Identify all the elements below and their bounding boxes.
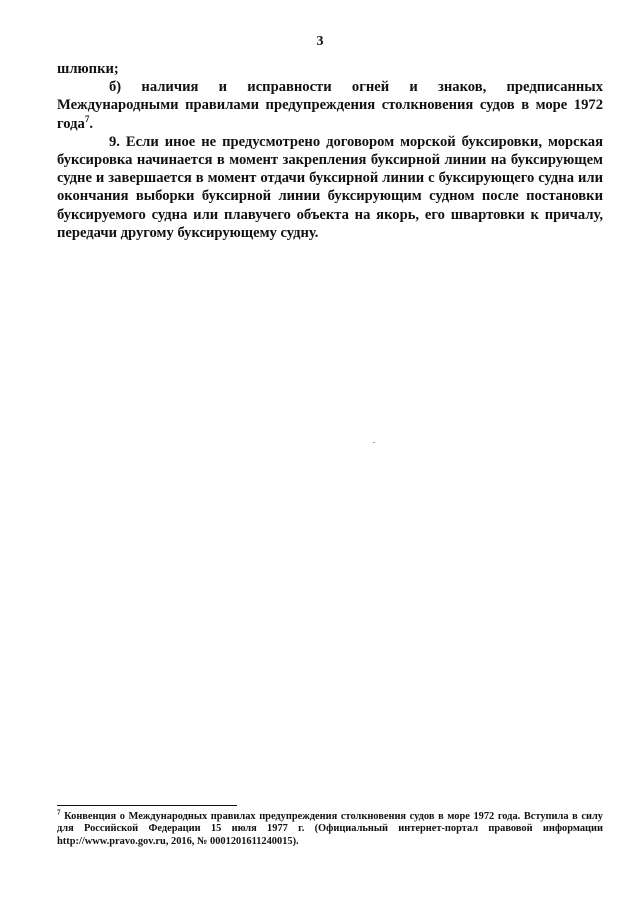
footnote-reference[interactable]: 7 <box>84 113 90 124</box>
paragraph-item-b <box>57 78 603 133</box>
paragraph-item-9: 9. Если иное не предусмотрено договором морской буксировки, морская буксировка начинается в момент закрепления буксирной линии на буксирующем судне и завершается в момент отдачи буксирной линии с буксирующего судна или окончания выборки буксирной линии буксирующим судном после постановки буксируемого судна или плавучего объекта на якорь, его швартовки к причалу, передачи другому буксирующему судну. <box>57 133 603 241</box>
footnote <box>57 808 603 848</box>
document-body <box>57 60 603 242</box>
footnote-mark: 7 <box>57 808 61 817</box>
page-number: 3 <box>316 34 324 49</box>
paragraph-continuation: шлюпки; <box>57 61 119 77</box>
paragraph-item-b-text: б) наличия и исправности огней и знаков, предписанных Международными правилами предупреждения столкновения судов в море 1972 года <box>57 79 603 132</box>
footnote-text: Конвенция о Международных правилах предупреждения столкновения судов в море 1972 года. Вступила в силу для Российской Федерации 15 июля 1977 г. (Официальный интернет-портал правовой информации http://www.pravo.gov.ru, 2016, № 0001201611240015). <box>57 811 603 847</box>
paragraph-item-b-end: . <box>89 115 93 132</box>
footnote-divider <box>57 805 237 806</box>
scan-speck <box>373 442 375 443</box>
